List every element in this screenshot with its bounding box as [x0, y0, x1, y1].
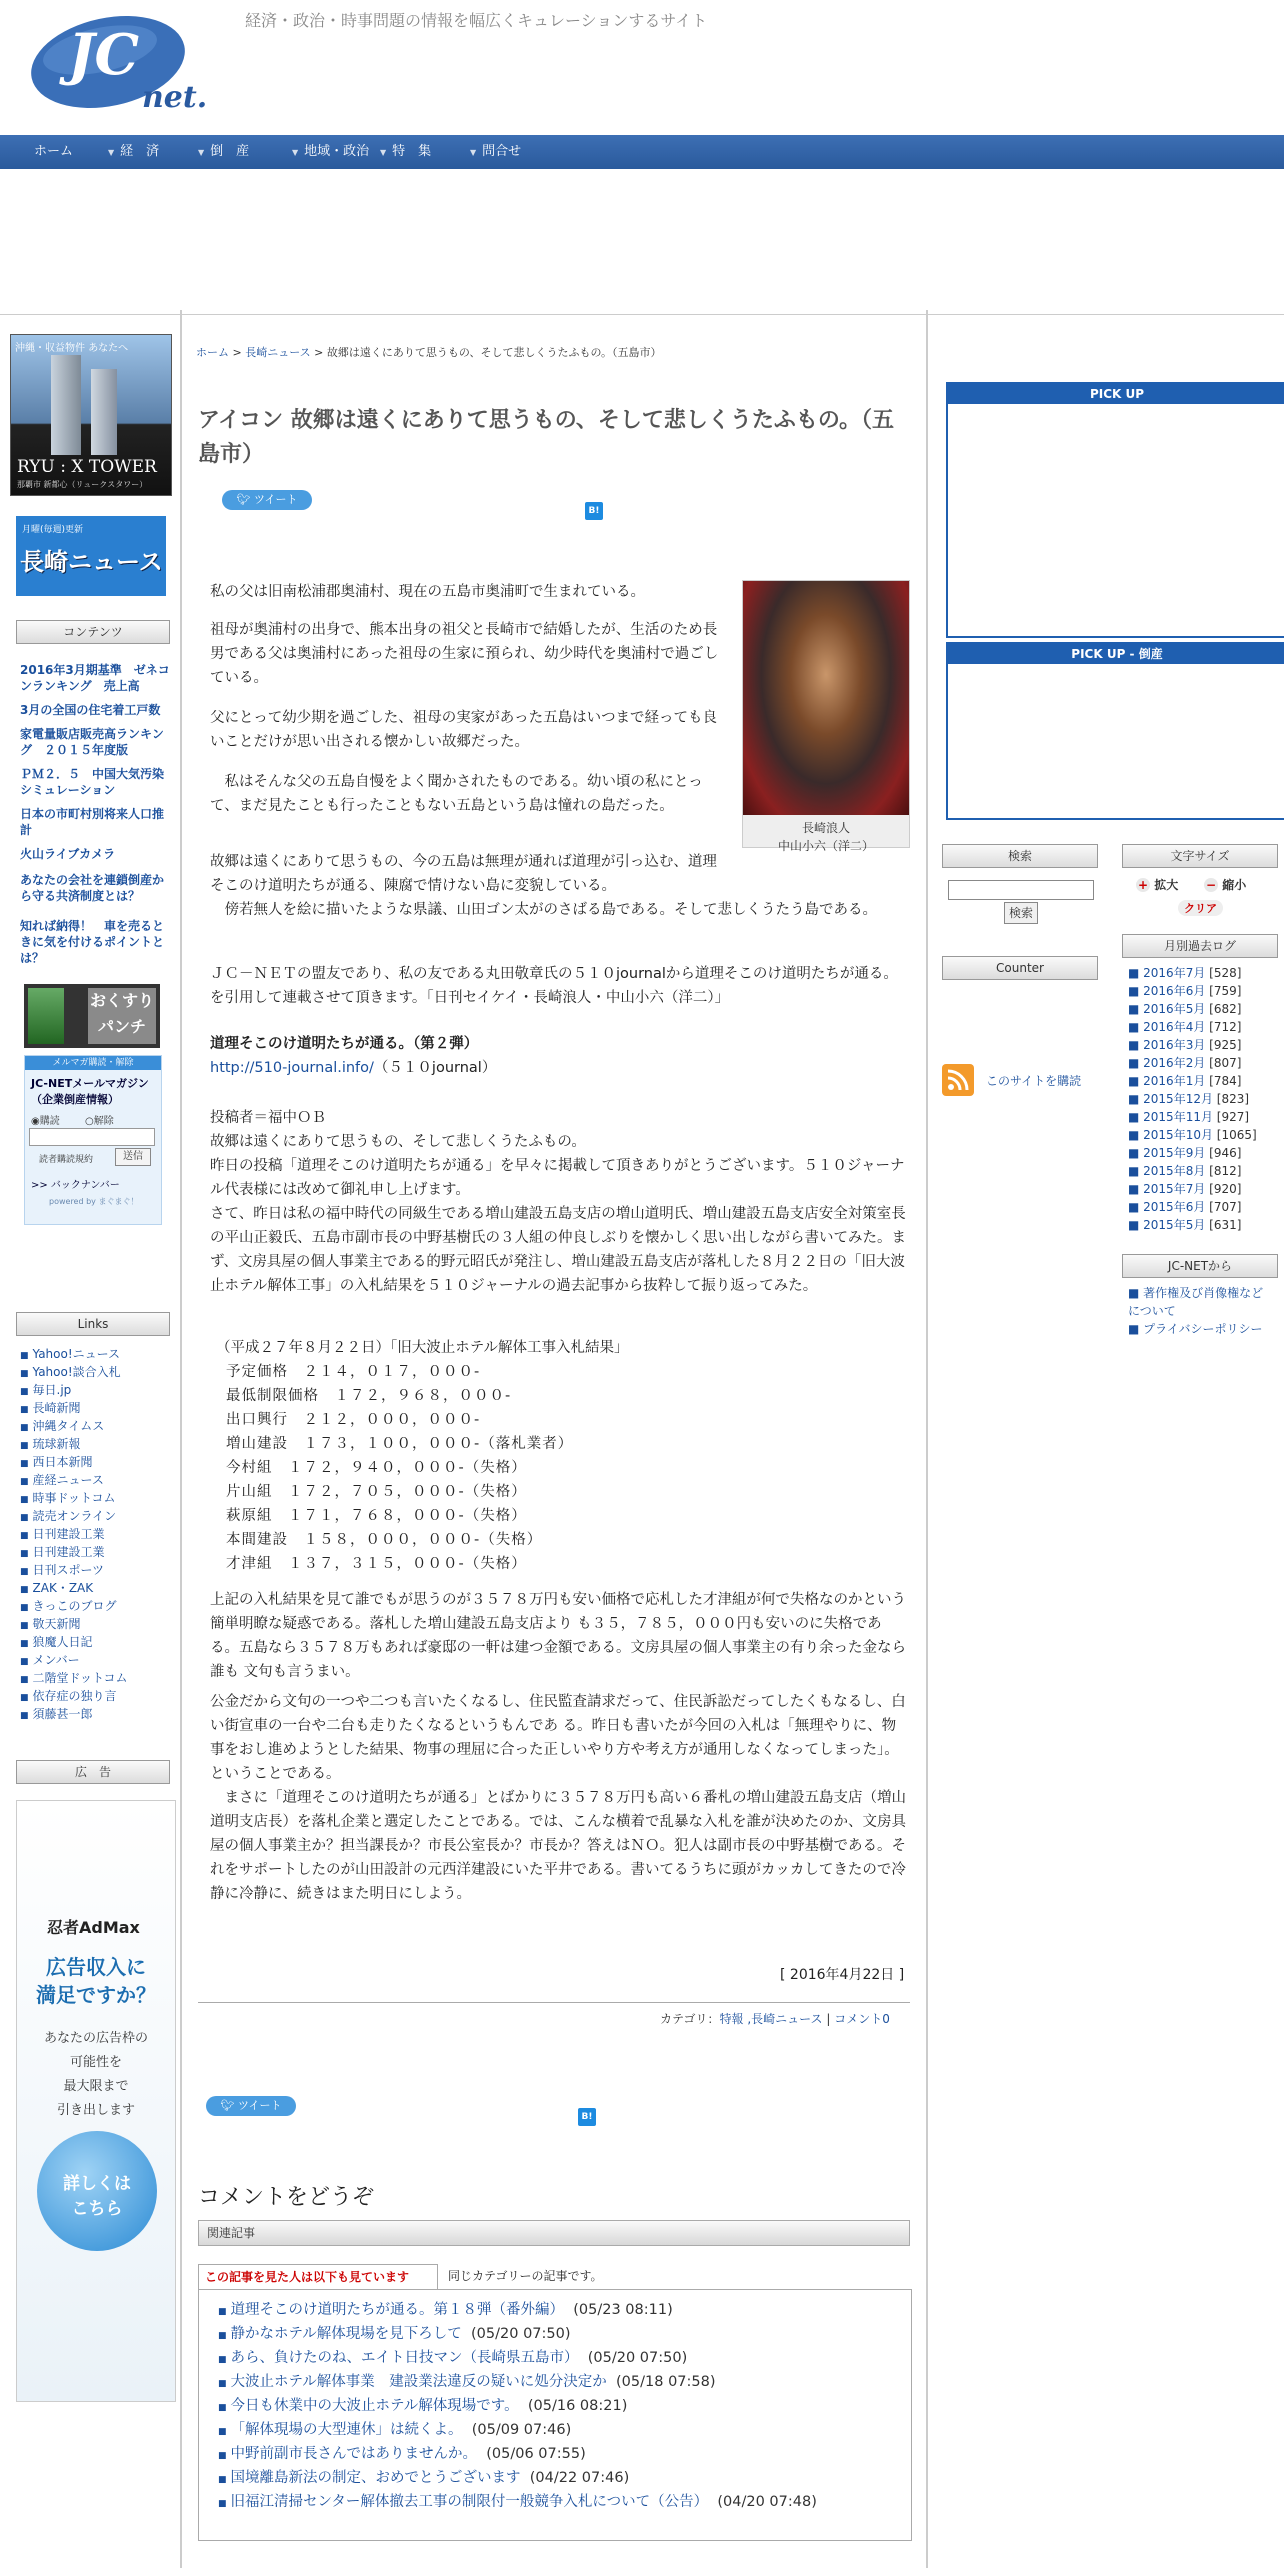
search-heading: 検索	[942, 844, 1098, 868]
bullet-icon: ■	[218, 2331, 227, 2341]
chevron-down-icon: ▼	[470, 148, 477, 157]
contents-link[interactable]: 家電量販店販売高ランキング ２０１５年度版	[20, 727, 164, 757]
divider	[198, 2002, 910, 2003]
logo-text: JC	[68, 22, 140, 88]
article-paragraph: 上記の入札結果を見て誰でもが思うのが３５７８万円も安い価格で応札した才津組が何で失格なのかという簡単明瞭な疑惑である。落札した増山建設五島支店より も３５，７８５，０００円も安いのに失格である。五島なら３５７８万もあれば豪邸の一軒は建つ金額である。文房具屋の個人事業主の有り余った金なら誰も 文句も言うまい。	[210, 1592, 906, 1680]
links-heading: Links	[16, 1312, 170, 1336]
related-link[interactable]: あら、負けたのね、エイト日技マン（長崎県五島市）	[230, 2350, 579, 2366]
contents-link[interactable]: ＰＭ２．５ 中国大気汚染シミュレーション	[20, 767, 165, 797]
bullet-icon: ■	[1128, 1182, 1144, 1196]
email-field[interactable]	[29, 1128, 155, 1146]
bullet-icon: ■	[20, 1531, 29, 1541]
bullet-icon: ■	[20, 1603, 29, 1613]
pickup-box	[946, 404, 1284, 638]
links-item[interactable]: ■ 沖縄タイムス	[20, 1419, 105, 1433]
comment-link[interactable]: コメント0	[834, 2012, 890, 2026]
related-link[interactable]: 静かなホテル解体現場を見下ろして	[230, 2326, 462, 2342]
breadcrumb-current: 故郷は遠くにありて思うもの、そして悲しくうたふもの。（五島市）	[326, 346, 662, 359]
bullet-icon: ■	[20, 1441, 29, 1451]
article-paragraph: 祖母が奥浦村の出身で、熊本出身の祖父と長崎市で結婚したが、生活のため長男である父は奥浦村にあった祖母の生家に預られ、幼少時代を奥浦村で過ごしている。	[210, 622, 719, 686]
tweet-button-bottom[interactable]: 🐦︎ ツイート	[206, 2096, 296, 2116]
bullet-icon: ■	[20, 1711, 29, 1721]
nav-bankruptcy[interactable]: ▼ 倒 産	[198, 144, 250, 159]
hatena-bookmark-icon[interactable]: B!	[578, 2108, 596, 2126]
month-archive-item[interactable]: ■ 2015年7月 [920]	[1128, 1182, 1242, 1196]
bullet-icon: ■	[1128, 1146, 1144, 1160]
bid-row: 萩原組 １７１，７６８，０００-（失格）	[226, 1508, 527, 1524]
minus-icon: −	[1205, 878, 1217, 892]
subscribe-radio[interactable]: ◉購読	[31, 1116, 60, 1127]
font-size-heading: 文字サイズ	[1122, 844, 1278, 868]
month-archive-item[interactable]: ■ 2016年7月 [528]	[1128, 966, 1242, 980]
journal-link[interactable]: http://510-journal.info/	[210, 1060, 374, 1076]
tower-image	[51, 355, 81, 455]
contents-link[interactable]: あなたの会社を連鎖倒産から守る共済制度とは？	[20, 873, 165, 903]
unsubscribe-radio[interactable]: ○解除	[85, 1116, 114, 1127]
bid-row: 出口興行 ２１２，０００，０００-	[226, 1412, 481, 1428]
bullet-icon: ■	[1128, 1128, 1144, 1142]
bullet-icon: ■	[1128, 1038, 1144, 1052]
article-paragraph: 傍若無人を絵に描いたような県議、山田ゴン太がのさばる島である。そして悲しくうたう島である。	[210, 902, 877, 918]
bullet-icon: ■	[20, 1657, 29, 1667]
links-item[interactable]: ■ 依存症の独り言	[20, 1689, 117, 1703]
backnumber-link[interactable]: >> バックナンバー	[31, 1180, 120, 1191]
related-item: ■ 国境離島新法の制定、おめでとうございます (04/22 07:46)	[218, 2470, 630, 2486]
month-archive-item[interactable]: ■ 2015年8月 [812]	[1128, 1164, 1242, 1178]
copyright-link[interactable]: ■ 著作権及び肖像権などについて	[1128, 1286, 1264, 1318]
bullet-icon: ■	[1128, 1056, 1144, 1070]
bullet-icon: ■	[218, 2379, 227, 2389]
bullet-icon: ■	[218, 2355, 227, 2365]
bullet-icon: ■	[20, 1549, 29, 1559]
month-archive-item[interactable]: ■ 2016年1月 [784]	[1128, 1074, 1242, 1088]
bullet-icon: ■	[1128, 1002, 1144, 1016]
related-link[interactable]: 旧福江清掃センター解体撤去工事の制限付一般競争入札について（公告）	[230, 2494, 709, 2510]
site-logo[interactable]	[30, 10, 220, 120]
links-item[interactable]: ■ 琉球新報	[20, 1437, 81, 1451]
bullet-icon: ■	[20, 1405, 29, 1415]
related-item: ■ 大波止ホテル解体事業 建設業法違反の疑いに処分決定か (05/18 07:58)	[218, 2374, 716, 2390]
main-nav	[0, 135, 1284, 169]
links-item[interactable]: ■ 敬天新聞	[20, 1617, 81, 1631]
nav-features[interactable]: ▼ 特 集	[380, 144, 432, 159]
jcnet-heading: JC-NETから	[1122, 1254, 1278, 1278]
twitter-icon: 🐦︎	[220, 2099, 238, 2112]
bullet-icon: ■	[20, 1513, 29, 1523]
bullet-icon: ■	[20, 1567, 29, 1577]
related-link[interactable]: 大波止ホテル解体事業 建設業法違反の疑いに処分決定か	[230, 2374, 607, 2390]
bullet-icon: ■	[1128, 984, 1144, 998]
bid-row: 本間建設 １５８，０００，０００-（失格）	[226, 1532, 543, 1548]
okusuri-image	[28, 988, 64, 1044]
nav-region-politics[interactable]: ▼ 地域・政治	[292, 144, 370, 159]
bullet-icon: ■	[20, 1693, 29, 1703]
page-title: アイコン 故郷は遠くにありて思うもの、そして悲しくうたふもの。（五島市）	[198, 408, 895, 467]
monthly-heading: 月別過去ログ	[1122, 934, 1278, 958]
post-meta: カテゴリ：特報 ,長崎ニュース | コメント0	[660, 2012, 890, 2026]
admax-ad[interactable]: 忍者AdMax 広告収入に 満足ですか？ あなたの広告枠の 可能性を 最大限まで 引き出します 詳しくは こちら	[16, 1800, 176, 2402]
related-link[interactable]: 「解体現場の大型連休」は続くよ。	[230, 2422, 463, 2438]
bullet-icon: ■	[218, 2427, 227, 2437]
nav-home[interactable]: ホーム	[34, 144, 74, 159]
chevron-down-icon: ▼	[198, 148, 205, 157]
bullet-icon: ■	[1128, 1074, 1144, 1088]
bullet-icon: ■	[20, 1639, 29, 1649]
bullet-icon: ■	[1128, 1286, 1144, 1300]
mailmagazine-box: メルマガ購読・解除 JC-NETメールマガジン（企業倒産情報） ◉購読 ○解除 読者購読規約 送信 >> バックナンバー powered by まぐまぐ！	[24, 1055, 162, 1225]
tower-image	[91, 369, 117, 455]
related-item: ■ 今日も休業中の大波止ホテル解体現場です。 (05/16 08:21)	[218, 2398, 628, 2414]
links-item[interactable]: ■ 日刊スポーツ	[20, 1563, 105, 1577]
bullet-icon: ■	[1128, 1092, 1144, 1106]
bullet-icon: ■	[20, 1423, 29, 1433]
category-link[interactable]: 特報 ,長崎ニュース	[719, 2012, 823, 2026]
related-link[interactable]: 今日も休業中の大波止ホテル解体現場です。	[230, 2398, 519, 2414]
article-paragraph: 父にとって幼少期を過ごした、祖母の実家があった五島はいつまで経っても良いことだけが思い出される懐かしい故郷だった。	[210, 710, 718, 750]
author-photo	[743, 581, 909, 815]
logo-sub: net.	[142, 80, 208, 115]
left-sidebar	[0, 310, 182, 2568]
breadcrumb: ホーム > 長崎ニュース > 故郷は遠くにありて思うもの、そして悲しくうたふもの。（五島市）	[196, 346, 662, 359]
contents-link[interactable]: 3月の全国の住宅着工戸数	[20, 703, 161, 717]
month-archive-item[interactable]: ■ 2016年2月 [807]	[1128, 1056, 1242, 1070]
related-item: ■ 中野前副市長さんではありませんか。 (05/06 07:55)	[218, 2446, 586, 2462]
month-archive-item[interactable]: ■ 2015年10月 [1065]	[1128, 1128, 1257, 1142]
author-photo-box: 長崎浪人 中山小六（洋二）	[742, 580, 910, 848]
links-item[interactable]: ■ Yahoo!ニュース	[20, 1347, 121, 1361]
bullet-icon: ■	[1128, 1020, 1144, 1034]
privacy-link[interactable]: ■ プライバシーポリシー	[1128, 1322, 1263, 1336]
search-input[interactable]	[948, 880, 1094, 900]
site-tagline: 経済・政治・時事問題の情報を幅広くキュレーションするサイト	[245, 11, 708, 30]
breadcrumb-home[interactable]: ホーム	[196, 346, 229, 359]
bid-row: 今村組 １７２，９４０，０００-（失格）	[226, 1460, 527, 1476]
article-paragraph: 公金だから文句の一つや二つも言いたくなるし、住民監査請求だって、住民訴訟だってしたくもなるし、白い街宣車の一台や二台も走りたくなるというもんであ る。昨日も書いたが今回の入札は「無理やりに、物事をおし進めようとした結果、物事の理屈に合った正しいやり方や考え方が通用しなくなってしまった」。ということである。	[210, 1694, 906, 1782]
bullet-icon: ■	[20, 1387, 29, 1397]
send-button[interactable]: 送信	[115, 1148, 151, 1166]
counter-heading: Counter	[942, 956, 1098, 980]
contents-link[interactable]: 火山ライブカメラ	[20, 847, 116, 861]
bid-row: 予定価格 ２１４，０１７，０００-	[226, 1364, 481, 1380]
hatena-bookmark-icon[interactable]: B!	[585, 502, 603, 520]
site-header	[0, 0, 1284, 135]
article-paragraph: 故郷は遠くにありて思うもの、そして悲しくうたふもの。	[210, 1134, 586, 1150]
related-item: ■ 道理そこのけ道明たちが通る。第１８弾（番外編） (05/23 08:11)	[218, 2302, 673, 2318]
bullet-icon: ■	[1128, 966, 1144, 980]
tweet-button[interactable]: 🐦︎ ツイート	[222, 490, 312, 510]
article-paragraph: ＪＣ－ＮＥＴの盟友であり、私の友である丸田敬章氏の５１０journalから道理そこのけ道明たちが通る。を引用して連載させて頂きます。「日刊セイケイ・長崎浪人・中山小六（洋二）」	[210, 966, 898, 1006]
post-date: [ 2016年4月22日 ]	[780, 1967, 905, 1983]
links-item[interactable]: ■ ZAK・ZAK	[20, 1581, 94, 1595]
month-archive-item[interactable]: ■ 2015年12月 [823]	[1128, 1092, 1250, 1106]
related-item: ■ あら、負けたのね、エイト日技マン（長崎県五島市） (05/20 07:50)	[218, 2350, 688, 2366]
related-link[interactable]: 国境離島新法の制定、おめでとうございます	[230, 2470, 521, 2486]
links-item[interactable]: ■ Yahoo!談合入札	[20, 1365, 121, 1379]
related-item: ■ 「解体現場の大型連休」は続くよ。 (05/09 07:46)	[218, 2422, 572, 2438]
links-item[interactable]: ■ 時事ドットコム	[20, 1491, 116, 1505]
chevron-down-icon: ▼	[292, 148, 299, 157]
rss-icon[interactable]	[942, 1064, 974, 1096]
bullet-icon: ■	[1128, 1218, 1144, 1232]
clear-button[interactable]: クリア	[1178, 900, 1223, 916]
breadcrumb-category[interactable]: 長崎ニュース	[245, 346, 311, 359]
bullet-icon: ■	[218, 2499, 227, 2509]
month-archive-item[interactable]: ■ 2016年4月 [712]	[1128, 1020, 1242, 1034]
contents-link[interactable]: 知れば納得！ 車を売るときに気を付けるポイントとは？	[20, 919, 165, 965]
sub-title: 道理そこのけ道明たちが通る。（第２弾）	[210, 1036, 479, 1052]
bullet-icon: ■	[218, 2403, 227, 2413]
article-paragraph: 故郷は遠くにありて思うもの、今の五島は無理が通れば道理が引っ込む、道理そこのけ道明たちが通る、陳腐で情けない島に変貌している。	[210, 854, 717, 894]
bid-row: 才津組 １３７，３１５，０００-（失格）	[226, 1556, 527, 1572]
article-paragraph: 昨日の投稿「道理そこのけ道明たちが通る」を早々に掲載して頂きありがとうございます。５１０ジャーナル代表様には改めて御礼申し上げます。	[210, 1158, 905, 1198]
links-item[interactable]: ■ 日刊建設工業	[20, 1545, 105, 1559]
nagasaki-news-banner[interactable]: 月曜(毎週)更新 長崎ニュース	[16, 516, 166, 596]
rss-subscribe-link[interactable]: このサイトを購読	[986, 1074, 1082, 1088]
contents-heading: コンテンツ	[16, 620, 170, 644]
tab-viewed-also[interactable]: この記事を見た人は以下も見ています	[198, 2264, 438, 2289]
bullet-icon: ■	[20, 1585, 29, 1595]
bullet-icon: ■	[1128, 1164, 1144, 1178]
links-item[interactable]: ■ 日刊建設工業	[20, 1527, 105, 1541]
month-archive-item[interactable]: ■ 2015年6月 [707]	[1128, 1200, 1242, 1214]
okusuri-punch-banner[interactable]: おくすり パンチ	[24, 984, 160, 1048]
contents-link[interactable]: 日本の市町村別将来人口推計	[20, 807, 165, 837]
bullet-icon: ■	[20, 1675, 29, 1685]
zoom-in-button[interactable]: + 拡大	[1137, 878, 1179, 892]
chevron-down-icon: ▼	[108, 148, 115, 157]
links-item[interactable]: ■ 須藤甚一郎	[20, 1707, 93, 1721]
bid-row: 増山建設 １７３，１００，０００-（落札業者）	[226, 1436, 574, 1452]
links-item[interactable]: ■ 産経ニュース	[20, 1473, 104, 1487]
links-item[interactable]: ■ きっこのブログ	[20, 1599, 117, 1613]
links-item[interactable]: ■ 狼魔人日記	[20, 1635, 93, 1649]
terms-link[interactable]: 読者購読規約	[39, 1155, 94, 1165]
bullet-icon: ■	[1128, 1110, 1144, 1124]
related-link[interactable]: 中野前副市長さんではありませんか。	[230, 2446, 478, 2462]
links-item[interactable]: ■ 二階堂ドットコム	[20, 1671, 128, 1685]
links-item[interactable]: ■ メンバー	[20, 1653, 80, 1667]
contents-link[interactable]: 2016年3月期基準 ゼネコンランキング 売上高	[20, 663, 170, 693]
month-archive-item[interactable]: ■ 2015年5月 [631]	[1128, 1218, 1242, 1232]
bullet-icon: ■	[20, 1459, 29, 1469]
pickup-bankruptcy-box	[946, 664, 1284, 820]
comment-heading: コメントをどうぞ	[198, 2185, 375, 2210]
nav-economy[interactable]: ▼ 経 済	[108, 144, 160, 159]
article-paragraph: 私の父は旧南松浦郡奥浦村、現在の五島市奥浦町で生まれている。	[210, 584, 645, 600]
month-archive-item[interactable]: ■ 2016年5月 [682]	[1128, 1002, 1242, 1016]
chevron-down-icon: ▼	[380, 148, 387, 157]
ad-banner-ryux[interactable]: 沖縄・収益物件 あなたへ RYU : X TOWER 那覇市 新都心（リュークスタワー）	[10, 334, 172, 496]
tab-same-category[interactable]: 同じカテゴリーの記事です。	[448, 2269, 603, 2283]
search-button[interactable]: 検索	[1004, 902, 1038, 924]
zoom-out-button[interactable]: − 縮小	[1205, 878, 1247, 892]
bullet-icon: ■	[218, 2307, 227, 2317]
related-item: ■ 旧福江清掃センター解体撤去工事の制限付一般競争入札について（公告） (04/20 07:48)	[218, 2494, 817, 2510]
links-item[interactable]: ■ 西日本新聞	[20, 1455, 93, 1469]
bullet-icon: ■	[20, 1351, 29, 1361]
related-heading: 関連記事	[198, 2220, 910, 2246]
links-item[interactable]: ■ 毎日.jp	[20, 1383, 72, 1397]
bullet-icon: ■	[1128, 1200, 1144, 1214]
bid-row: 片山組 １７２，７０５，０００-（失格）	[226, 1484, 527, 1500]
pickup-heading: PICK UP	[946, 382, 1284, 406]
bullet-icon: ■	[20, 1495, 29, 1505]
bullet-icon: ■	[20, 1369, 29, 1379]
month-archive-item[interactable]: ■ 2016年6月 [759]	[1128, 984, 1242, 998]
admax-detail-button[interactable]: 詳しくは こちら	[37, 2131, 157, 2251]
bullet-icon: ■	[1128, 1322, 1144, 1336]
bid-heading: （平成２７年８月２２日）「旧大波止ホテル解体工事入札結果」	[216, 1340, 629, 1356]
article-paragraph: 私はそんな父の五島自慢をよく聞かされたものである。幼い頃の私にとって、まだ見たことも行ったこともない五島という島は憧れの島だった。	[210, 774, 703, 814]
article-paragraph: まさに「道理そこのけ道明たちが通る」とばかりに３５７８万円も高い６番札の増山建設五島支店（増山道明支店長）を落札企業と選定したことである。では、こんな横着で乱暴な入札を誰が決めたのか、文房具屋の個人事業主か？担当課長か？市長公室長か？市長か？答えはＮＯ。犯人は副市長の中野基樹である。それをサポートしたのが山田設計の元西洋建設にいた平井である。書いてるうちに頭がカッカしてきたので冷静に冷静に、続きはまた明日にしよう。	[210, 1790, 906, 1902]
bullet-icon: ■	[20, 1477, 29, 1487]
month-archive-item[interactable]: ■ 2015年9月 [946]	[1128, 1146, 1242, 1160]
nav-contact[interactable]: ▼ 問合せ	[470, 144, 522, 159]
article-paragraph: 投稿者＝福中ＯＢ	[210, 1110, 326, 1126]
links-item[interactable]: ■ 読売オンライン	[20, 1509, 117, 1523]
month-archive-item[interactable]: ■ 2015年11月 [927]	[1128, 1110, 1250, 1124]
plus-icon: +	[1137, 878, 1149, 892]
month-archive-item[interactable]: ■ 2016年3月 [925]	[1128, 1038, 1242, 1052]
bullet-icon: ■	[218, 2475, 227, 2485]
pickup-bankruptcy-heading: PICK UP - 倒産	[946, 642, 1284, 666]
bullet-icon: ■	[218, 2451, 227, 2461]
related-link[interactable]: 道理そこのけ道明たちが通る。第１８弾（番外編）	[230, 2302, 565, 2318]
twitter-icon: 🐦︎	[236, 493, 254, 506]
related-item: ■ 静かなホテル解体現場を見下ろして (05/20 07:50)	[218, 2326, 571, 2342]
bullet-icon: ■	[20, 1621, 29, 1631]
ad-heading: 広 告	[16, 1760, 170, 1784]
bid-row: 最低制限価格 １７２，９６８，０００-	[226, 1388, 512, 1404]
article-paragraph: さて、昨日は私の福中時代の同級生である増山建設五島支店の増山道明氏、増山建設五島支店安全対策室長の平山正毅氏、五島市副市長の中野基樹氏の３人組の仲良しぶりを懐かしく思い出しながら書いてみた。まず、文房具屋の個人事業主である的野元昭氏が発注し、増山建設五島支店が落札した８月２２日の「旧大波止ホテル解体工事」の入札結果を５１０ジャーナルの過去記事から抜粋して振り返ってみた。	[210, 1206, 906, 1294]
links-item[interactable]: ■ 長崎新聞	[20, 1401, 81, 1415]
